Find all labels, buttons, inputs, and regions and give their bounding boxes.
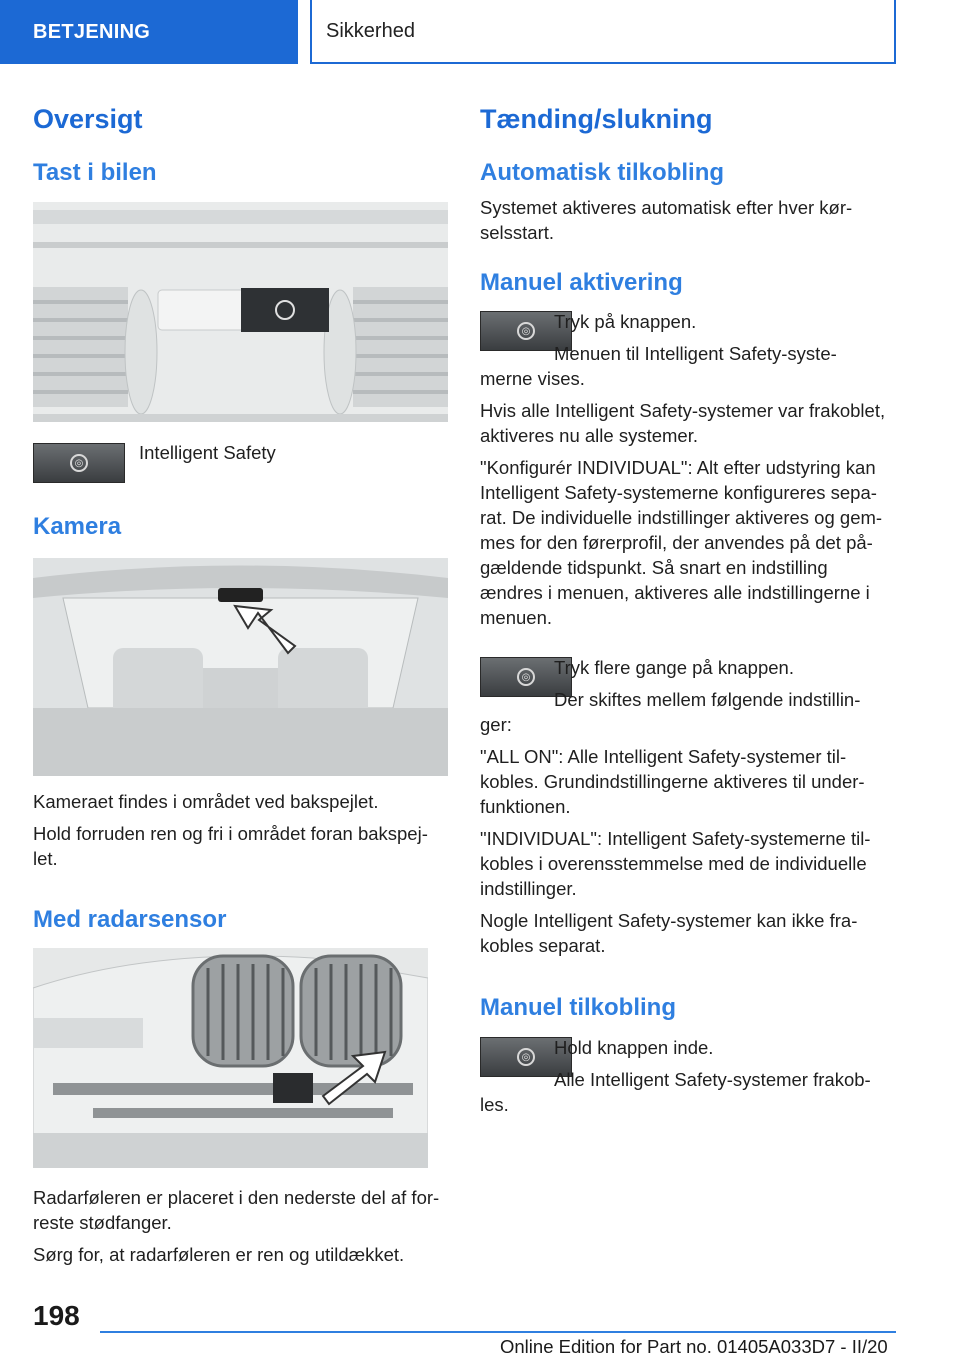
activate-paragraph-1-line2: aktiveres nu alle systemer. (480, 425, 698, 446)
activate-step-1: Tryk på knappen. (554, 311, 697, 332)
chapter-tab[interactable] (0, 0, 298, 64)
page-title-right: Tænding/slukning (480, 104, 713, 134)
configure-paragraph-line4: mes for den førerprofil, der anvendes på det på- (480, 532, 873, 553)
individual-paragraph-line3: indstillinger. (480, 878, 577, 899)
chapter-label: BETJENING (33, 20, 151, 43)
cycle-step-2-line1: Der skiftes mellem følgende indstillin- (554, 689, 861, 710)
fig1-caption: Intelligent Safety (139, 442, 276, 463)
figure-camera-location (33, 558, 448, 776)
button-icon-cycle: ◎ (480, 657, 572, 697)
dashboard-illustration (33, 202, 448, 422)
figure-radar-sensor (33, 948, 428, 1168)
footer-edition: Online Edition for Part no. 01405A033D7 - II/20 (500, 1336, 888, 1357)
configure-paragraph-line5: gældende tidspunkt. Så snart en indstilling (480, 557, 828, 578)
car-interior-illustration (33, 558, 448, 776)
all-on-paragraph-line3: funktionen. (480, 796, 571, 817)
page-title-left: Oversigt (33, 104, 143, 134)
separate-paragraph-line2: kobles separat. (480, 935, 606, 956)
footer-divider (100, 1331, 896, 1333)
heading-radarsensor: Med radarsensor (33, 906, 227, 933)
figure-dashboard-button (33, 202, 448, 422)
all-on-paragraph-line2: kobles. Grundindstillingerne aktiveres til under- (480, 771, 865, 792)
section-label: Sikkerhed (326, 19, 415, 42)
radar-paragraph-1-line1: Radarføleren er placeret i den nederste del af for- (33, 1187, 440, 1208)
configure-paragraph-line2: Intelligent Safety-systemerne konfigureres sepa- (480, 482, 877, 503)
auto-paragraph-line2: selsstart. (480, 222, 555, 243)
heading-manuel-aktivering: Manuel aktivering (480, 269, 683, 296)
auto-paragraph-line1: Systemet aktiveres automatisk efter hver kør- (480, 197, 853, 218)
radar-paragraph-1-line2: reste stødfanger. (33, 1212, 172, 1233)
configure-paragraph-line7: menuen. (480, 607, 552, 628)
configure-paragraph-line3: rat. De individuelle indstillinger aktiveres og gem- (480, 507, 883, 528)
configure-paragraph-line6: ændres i menuen, aktiveres alle indstillingerne i (480, 582, 870, 603)
car-front-illustration (33, 948, 428, 1168)
heading-automatisk-tilkobling: Automatisk tilkobling (480, 159, 725, 186)
individual-paragraph-line1: "INDIVIDUAL": Intelligent Safety-systemerne til- (480, 828, 871, 849)
radar-paragraph-2: Sørg for, at radarføleren er ren og utildækket. (33, 1244, 405, 1265)
cycle-step-2-line2: ger: (480, 714, 512, 735)
section-header (310, 0, 896, 64)
all-on-paragraph-line1: "ALL ON": Alle Intelligent Safety-systemer til- (480, 746, 847, 767)
button-icon-deactivate: ◎ (480, 1037, 572, 1077)
camera-paragraph-2-line2: let. (33, 848, 58, 869)
activate-step-2-line2: merne vises. (480, 368, 585, 389)
camera-paragraph-1: Kameraet findes i området ved bakspejlet. (33, 791, 379, 812)
separate-paragraph-line1: Nogle Intelligent Safety-systemer kan ikke fra- (480, 910, 858, 931)
camera-paragraph-2-line1: Hold forruden ren og fri i området foran bakspej- (33, 823, 428, 844)
individual-paragraph-line2: kobles i overensstemmelse med de individuelle (480, 853, 867, 874)
heading-tast-i-bilen: Tast i bilen (33, 159, 157, 186)
deactivate-step-2-line2: les. (480, 1094, 509, 1115)
activate-step-2-line1: Menuen til Intelligent Safety-syste- (554, 343, 837, 364)
button-icon-activate: ◎ (480, 311, 572, 351)
deactivate-step-2-line1: Alle Intelligent Safety-systemer frakob- (554, 1069, 871, 1090)
page-number: 198 (33, 1300, 80, 1331)
cycle-step-1: Tryk flere gange på knappen. (554, 657, 794, 678)
heading-manuel-tilkobling: Manuel tilkobling (480, 994, 676, 1021)
heading-kamera: Kamera (33, 513, 122, 540)
configure-paragraph-line1: "Konfigurér INDIVIDUAL": Alt efter udstyring kan (480, 457, 876, 478)
intelligent-safety-button-icon: ◎ (33, 443, 125, 483)
activate-paragraph-1-line1: Hvis alle Intelligent Safety-systemer var frakoblet, (480, 400, 886, 421)
deactivate-step-1: Hold knappen inde. (554, 1037, 714, 1058)
